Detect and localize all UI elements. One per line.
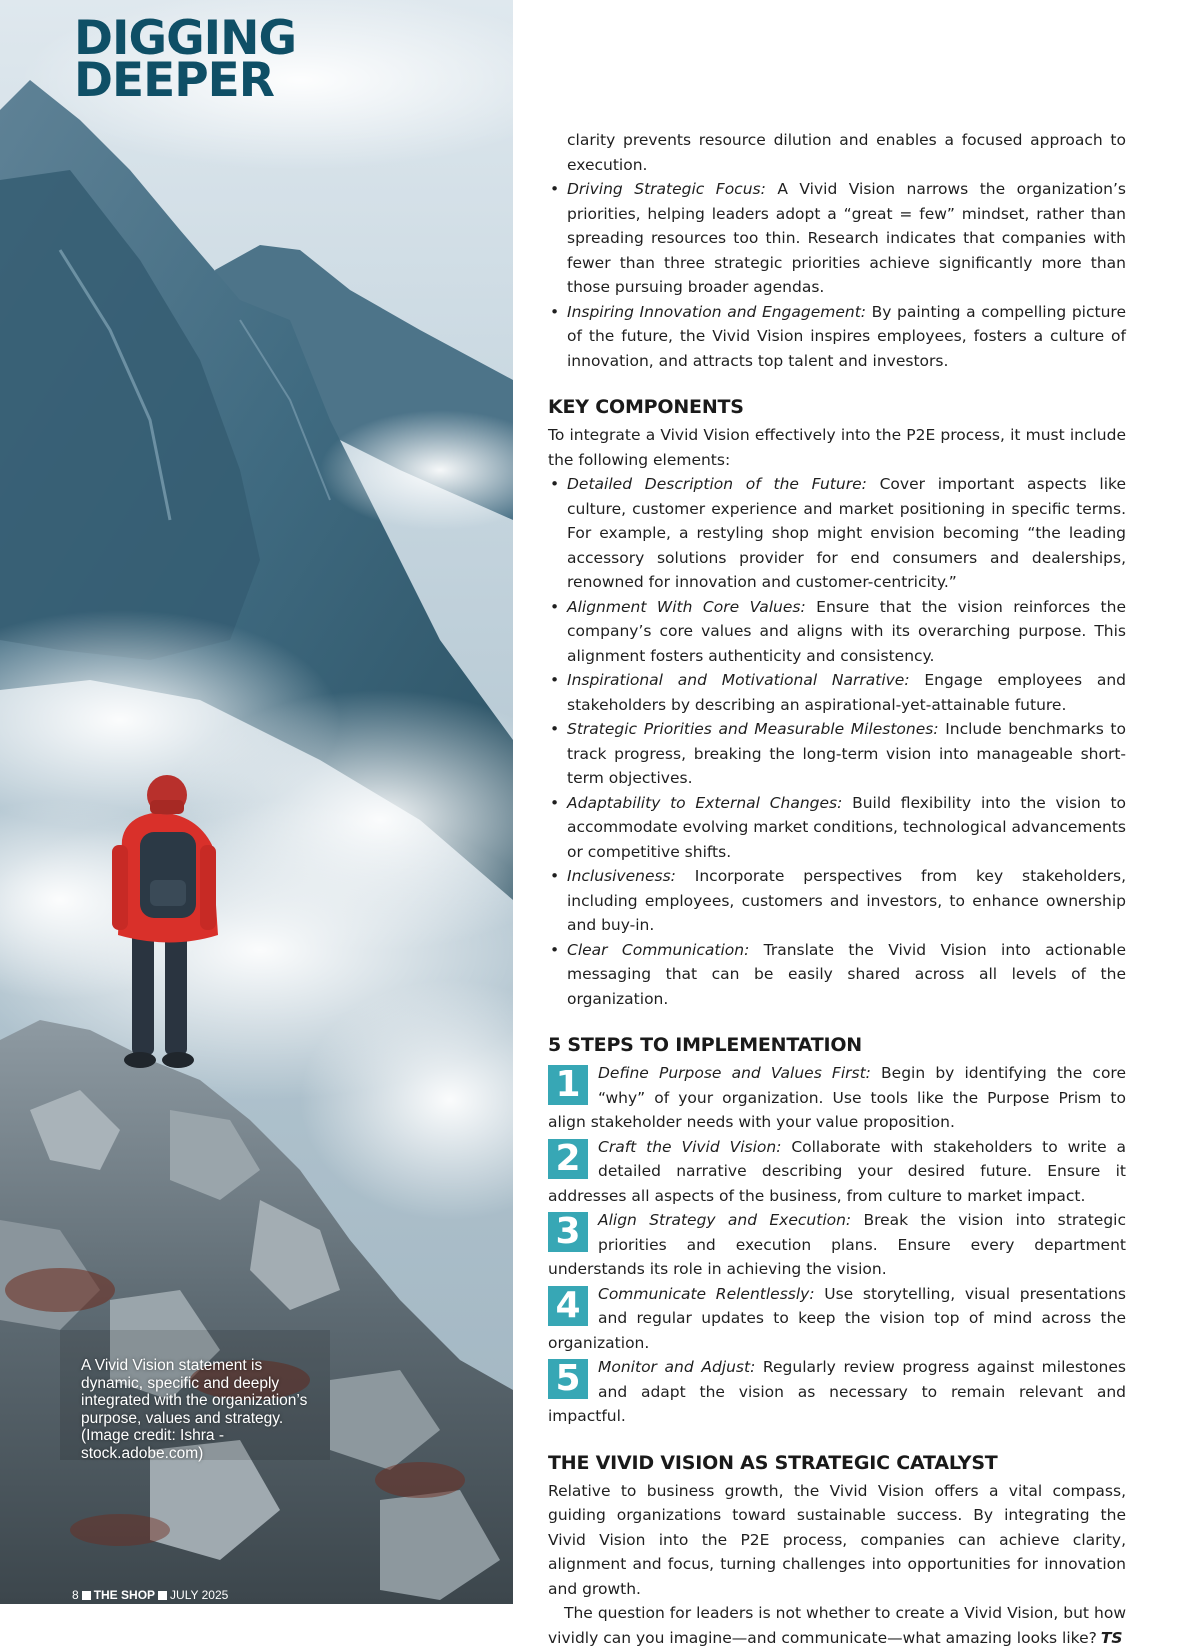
list-item xyxy=(548,791,1126,865)
article-body xyxy=(548,128,1126,1650)
bullet-text: Cover important aspects like culture, customer experience and market positioning in specific terms. For example, a restyling shop might envision becoming “the leading accessory solutions provider for end consumers and dealerships, renowned for innovation and customer-centricity.” xyxy=(567,475,1127,591)
step-term: Communicate Relentlessly: xyxy=(598,1284,815,1303)
bullet-term: Inclusiveness: xyxy=(567,867,676,885)
photo-caption: A Vivid Vision statement is dynamic, specific and deeply integrated with the organization’s purpose, values and strategy. (Image credit: Ishra - stock.adobe.com) xyxy=(81,1357,308,1462)
bullet-text: Incorporate perspectives from key stakeholders, including employees, customers and investors, to enhance ownership and buy-in. xyxy=(567,867,1126,934)
list-item xyxy=(548,595,1126,669)
kicker-line-1: DIGGING xyxy=(74,11,297,66)
bullet-text: A Vivid Vision narrows the organization’s priorities, helping leaders adopt a “great = few” mindset, rather than spreading resources too thin. Research indicates that companies with fewer than three strategic priorities achieve significantly more than those pursuing broader agendas. xyxy=(567,180,1126,296)
heading-implementation-steps: 5 STEPS TO IMPLEMENTATION xyxy=(548,1034,862,1056)
step-number-badge: 5 xyxy=(548,1359,588,1399)
page-folio xyxy=(72,1588,228,1602)
closing-text: The question for leaders is not whether to create a Vivid Vision, but how vividly can you imagine—and communicate—what amazing looks like? xyxy=(548,1604,1126,1647)
bullet-term: Strategic Priorities and Measurable Milestones: xyxy=(567,720,939,738)
folio-issue-date: JULY 2025 xyxy=(170,1588,229,1602)
step-text: Begin by identifying the core “why” of your organization. Use tools like the Purpose Prism to align stakeholder needs with your value proposition. xyxy=(548,1064,1126,1131)
step-text: Use storytelling, visual presentations and regular updates to keep the vision top of mind across the organization. xyxy=(548,1284,1126,1352)
list-item xyxy=(548,177,1126,300)
bullet-text: Build flexibility into the vision to accommodate evolving market conditions, technological advancements or competitive shifts. xyxy=(567,793,1126,861)
step-term: Monitor and Adjust: xyxy=(598,1358,756,1376)
bullet-term: Inspiring Innovation and Engagement: xyxy=(567,302,867,321)
step-item xyxy=(548,1061,1126,1135)
step-number-badge: 3 xyxy=(548,1212,588,1252)
list-item xyxy=(548,717,1126,791)
list-item xyxy=(548,938,1126,1012)
folio-square-icon xyxy=(158,1591,167,1600)
list-item xyxy=(548,864,1126,938)
list-item xyxy=(548,300,1126,374)
folio-magazine-name: THE SHOP xyxy=(93,1588,156,1602)
step-term: Define Purpose and Values First: xyxy=(598,1064,871,1082)
list-item xyxy=(548,472,1126,595)
step-item xyxy=(548,1208,1126,1282)
folio-square-icon xyxy=(82,1591,91,1600)
heading-key-components: KEY COMPONENTS xyxy=(548,396,744,418)
step-item xyxy=(548,1355,1126,1429)
end-mark: TS xyxy=(1100,1628,1123,1647)
bullet-text: Engage employees and stakeholders by describing an aspirational-yet-attainable future. xyxy=(567,671,1126,714)
bullet-text: Include benchmarks to track progress, breaking the long-term vision into manageable short-term objectives. xyxy=(567,720,1126,787)
bullet-term: Clear Communication: xyxy=(567,940,750,959)
step-number-badge: 4 xyxy=(548,1286,588,1326)
key-components-intro: To integrate a Vivid Vision effectively into the P2E process, it must include the following elements: xyxy=(548,426,1126,469)
key-components-list xyxy=(548,472,1126,1011)
step-number-badge: 1 xyxy=(548,1065,588,1105)
section-kicker xyxy=(74,11,297,108)
step-item xyxy=(548,1135,1126,1209)
continuation-paragraph: clarity prevents resource dilution and enables a focused approach to execution. xyxy=(567,131,1126,174)
bullet-text: Translate the Vivid Vision into actionable messaging that can be easily shared across all levels of the organization. xyxy=(567,940,1126,1008)
step-text: Regularly review progress against milestones and adapt the vision as necessary to remain relevant and impactful. xyxy=(548,1358,1126,1425)
folio-page-number: 8 xyxy=(72,1588,79,1602)
step-text: Break the vision into strategic priorities and execution plans. Ensure every department understands its role in achieving the vision. xyxy=(548,1211,1126,1278)
bullet-term: Driving Strategic Focus: xyxy=(567,180,766,198)
bullet-text: Ensure that the vision reinforces the company’s core values and aligns with its overarching purpose. This alignment fosters authenticity and consistency. xyxy=(567,597,1126,665)
kicker-line-2: DEEPER xyxy=(74,53,274,108)
list-item xyxy=(548,668,1126,717)
bullet-text: By painting a compelling picture of the future, the Vivid Vision inspires employees, fosters a culture of innovation, and attracts top talent and investors. xyxy=(567,302,1126,370)
step-item xyxy=(548,1282,1126,1356)
hero-photo xyxy=(0,0,513,1604)
catalyst-paragraph-1: Relative to business growth, the Vivid Vision offers a vital compass, guiding organizations toward sustainable success. By integrating the Vivid Vision into the P2E process, companies can achieve clarity, alignment and focus, turning challenges into opportunities for innovation and growth. xyxy=(548,1481,1126,1598)
bullet-term: Adaptability to External Changes: xyxy=(567,793,843,812)
bullet-term: Inspirational and Motivational Narrative: xyxy=(567,671,910,689)
step-term: Align Strategy and Execution: xyxy=(598,1211,852,1229)
step-term: Craft the Vivid Vision: xyxy=(598,1137,782,1156)
intro-bullet-list xyxy=(548,177,1126,373)
step-number-badge: 2 xyxy=(548,1139,588,1179)
heading-strategic-catalyst: THE VIVID VISION AS STRATEGIC CATALYST xyxy=(548,1451,998,1474)
bullet-term: Detailed Description of the Future: xyxy=(567,475,867,493)
catalyst-paragraph-2 xyxy=(548,1601,1126,1650)
step-text: Collaborate with stakeholders to write a detailed narrative describing your desired future. Ensure it addresses all aspects of the business, from culture to market impact. xyxy=(548,1137,1127,1205)
bullet-term: Alignment With Core Values: xyxy=(567,597,806,616)
